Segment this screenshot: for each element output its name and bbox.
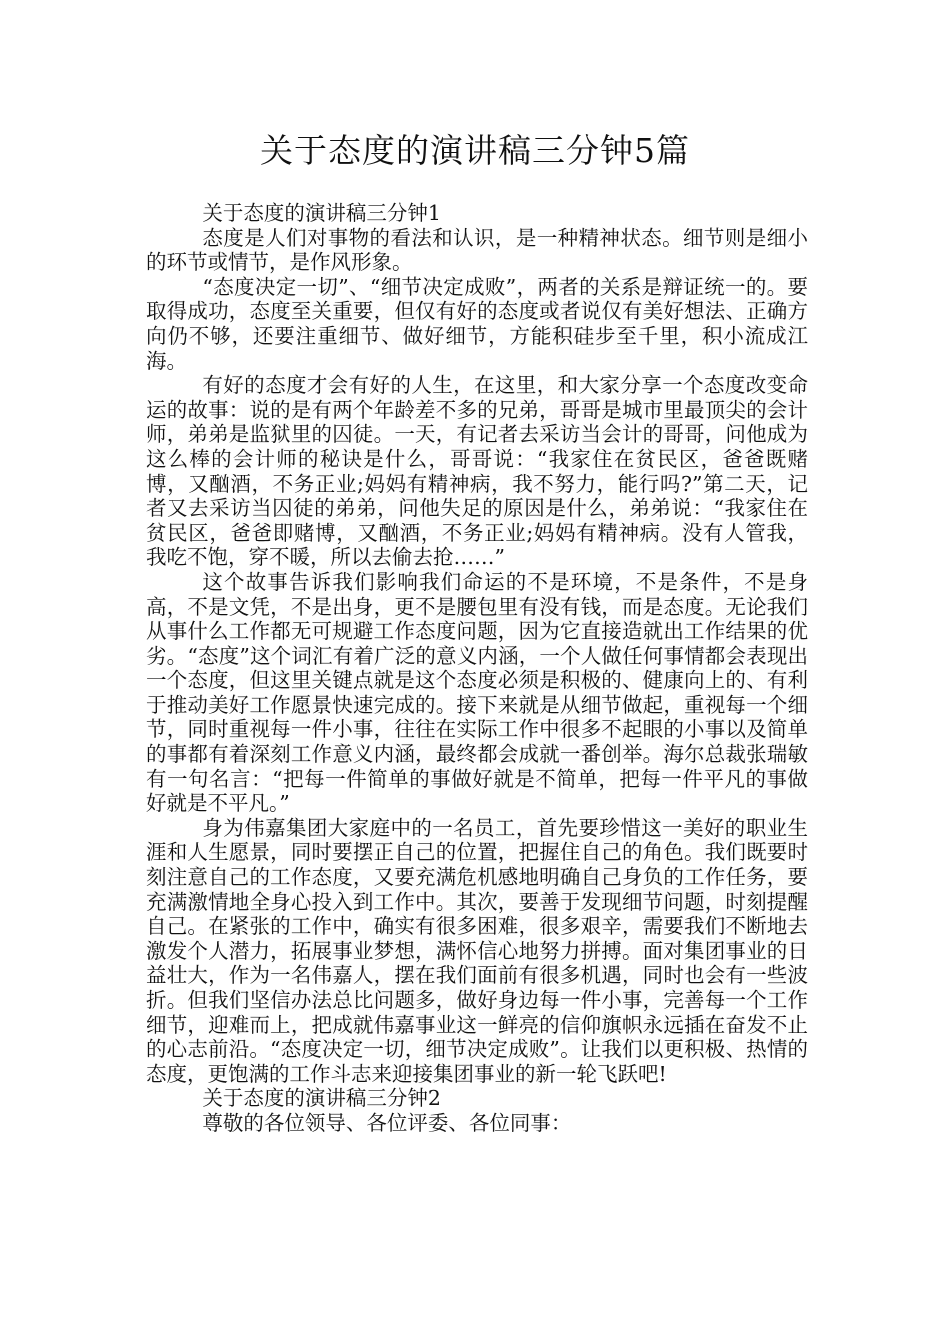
document-body	[146, 201, 808, 1136]
section-heading-2: 关于态度的演讲稿三分钟2	[202, 1086, 441, 1111]
section-heading-1: 关于态度的演讲稿三分钟1	[202, 201, 441, 225]
paragraph: 态度是人们对事物的看法和认识，是一种精神状态。细节则是细小的环节或情节，是作风形象。	[146, 225, 808, 275]
paragraph: 有好的态度才会有好的人生，在这里，和大家分享一个态度改变命运的故事：说的是有两个年龄差不多的兄弟，哥哥是城市里最顶尖的会计师，弟弟是监狱里的囚徒。一天，有记者去采访当会计的哥哥，问他成为这么棒的会计师的秘诀是什么，哥哥说：“我家住在贫民区，爸爸既赌博，又酗酒，不务正业;妈妈有精神病，我不努力，能行吗?”第二天，记者又去采访当囚徒的弟弟，问他失足的原因是什么，弟弟说：“我家住在贫民区，爸爸即赌博，又酗酒，不务正业;妈妈有精神病。没有人管我，我吃不饱，穿不暖，所以去偷去抢……”	[146, 373, 808, 570]
paragraph: “态度决定一切”、“细节决定成败”，两者的关系是辩证统一的。要取得成功，态度至关重要，但仅有好的态度或者说仅有美好想法、正确方向仍不够，还要注重细节、做好细节，方能积硅步至千里，积小流成江海。	[146, 274, 808, 373]
document-title: 关于态度的演讲稿三分钟5篇	[260, 131, 690, 170]
paragraph: 这个故事告诉我们影响我们命运的不是环境，不是条件，不是身高，不是文凭，不是出身，更不是腰包里有没有钱，而是态度。无论我们从事什么工作都无可规避工作态度问题，因为它直接造就出工作结果的优劣。“态度”这个词汇有着广泛的意义内涵，一个人做任何事情都会表现出一个态度，但这里关键点就是这个态度必须是积极的、健康向上的、有利于推动美好工作愿景快速完成的。接下来就是从细节做起，重视每一个细节，同时重视每一件小事，往往在实际工作中很多不起眼的小事以及简单的事都有着深刻工作意义内涵，最终都会成就一番创举。海尔总裁张瑞敏有一句名言：“把每一件简单的事做好就是不简单，把每一件平凡的事做好就是不平凡。”	[146, 569, 808, 816]
paragraph: 身为伟嘉集团大家庭中的一名员工，首先要珍惜这一美好的职业生涯和人生愿景，同时要摆正自己的位置，把握住自己的角色。我们既要时刻注意自己的工作态度，又要充满危机感地明确自己身负的工作任务，要充满激情地全身心投入到工作中。其次，要善于发现细节问题，时刻提醒自己。在紧张的工作中，确实有很多困难，很多艰辛，需要我们不断地去激发个人潜力，拓展事业梦想，满怀信心地努力拼搏。面对集团事业的日益壮大，作为一名伟嘉人，摆在我们面前有很多机遇，同时也会有一些波折。但我们坚信办法总比问题多，做好身边每一件小事，完善每一个工作细节，迎难而上，把成就伟嘉事业这一鲜亮的信仰旗帜永远插在奋发不止的心志前沿。“态度决定一切，细节决定成败”。让我们以更积极、热情的态度，更饱满的工作斗志来迎接集团事业的新一轮飞跃吧!	[146, 815, 808, 1086]
salutation: 尊敬的各位领导、各位评委、各位同事：	[202, 1110, 572, 1135]
